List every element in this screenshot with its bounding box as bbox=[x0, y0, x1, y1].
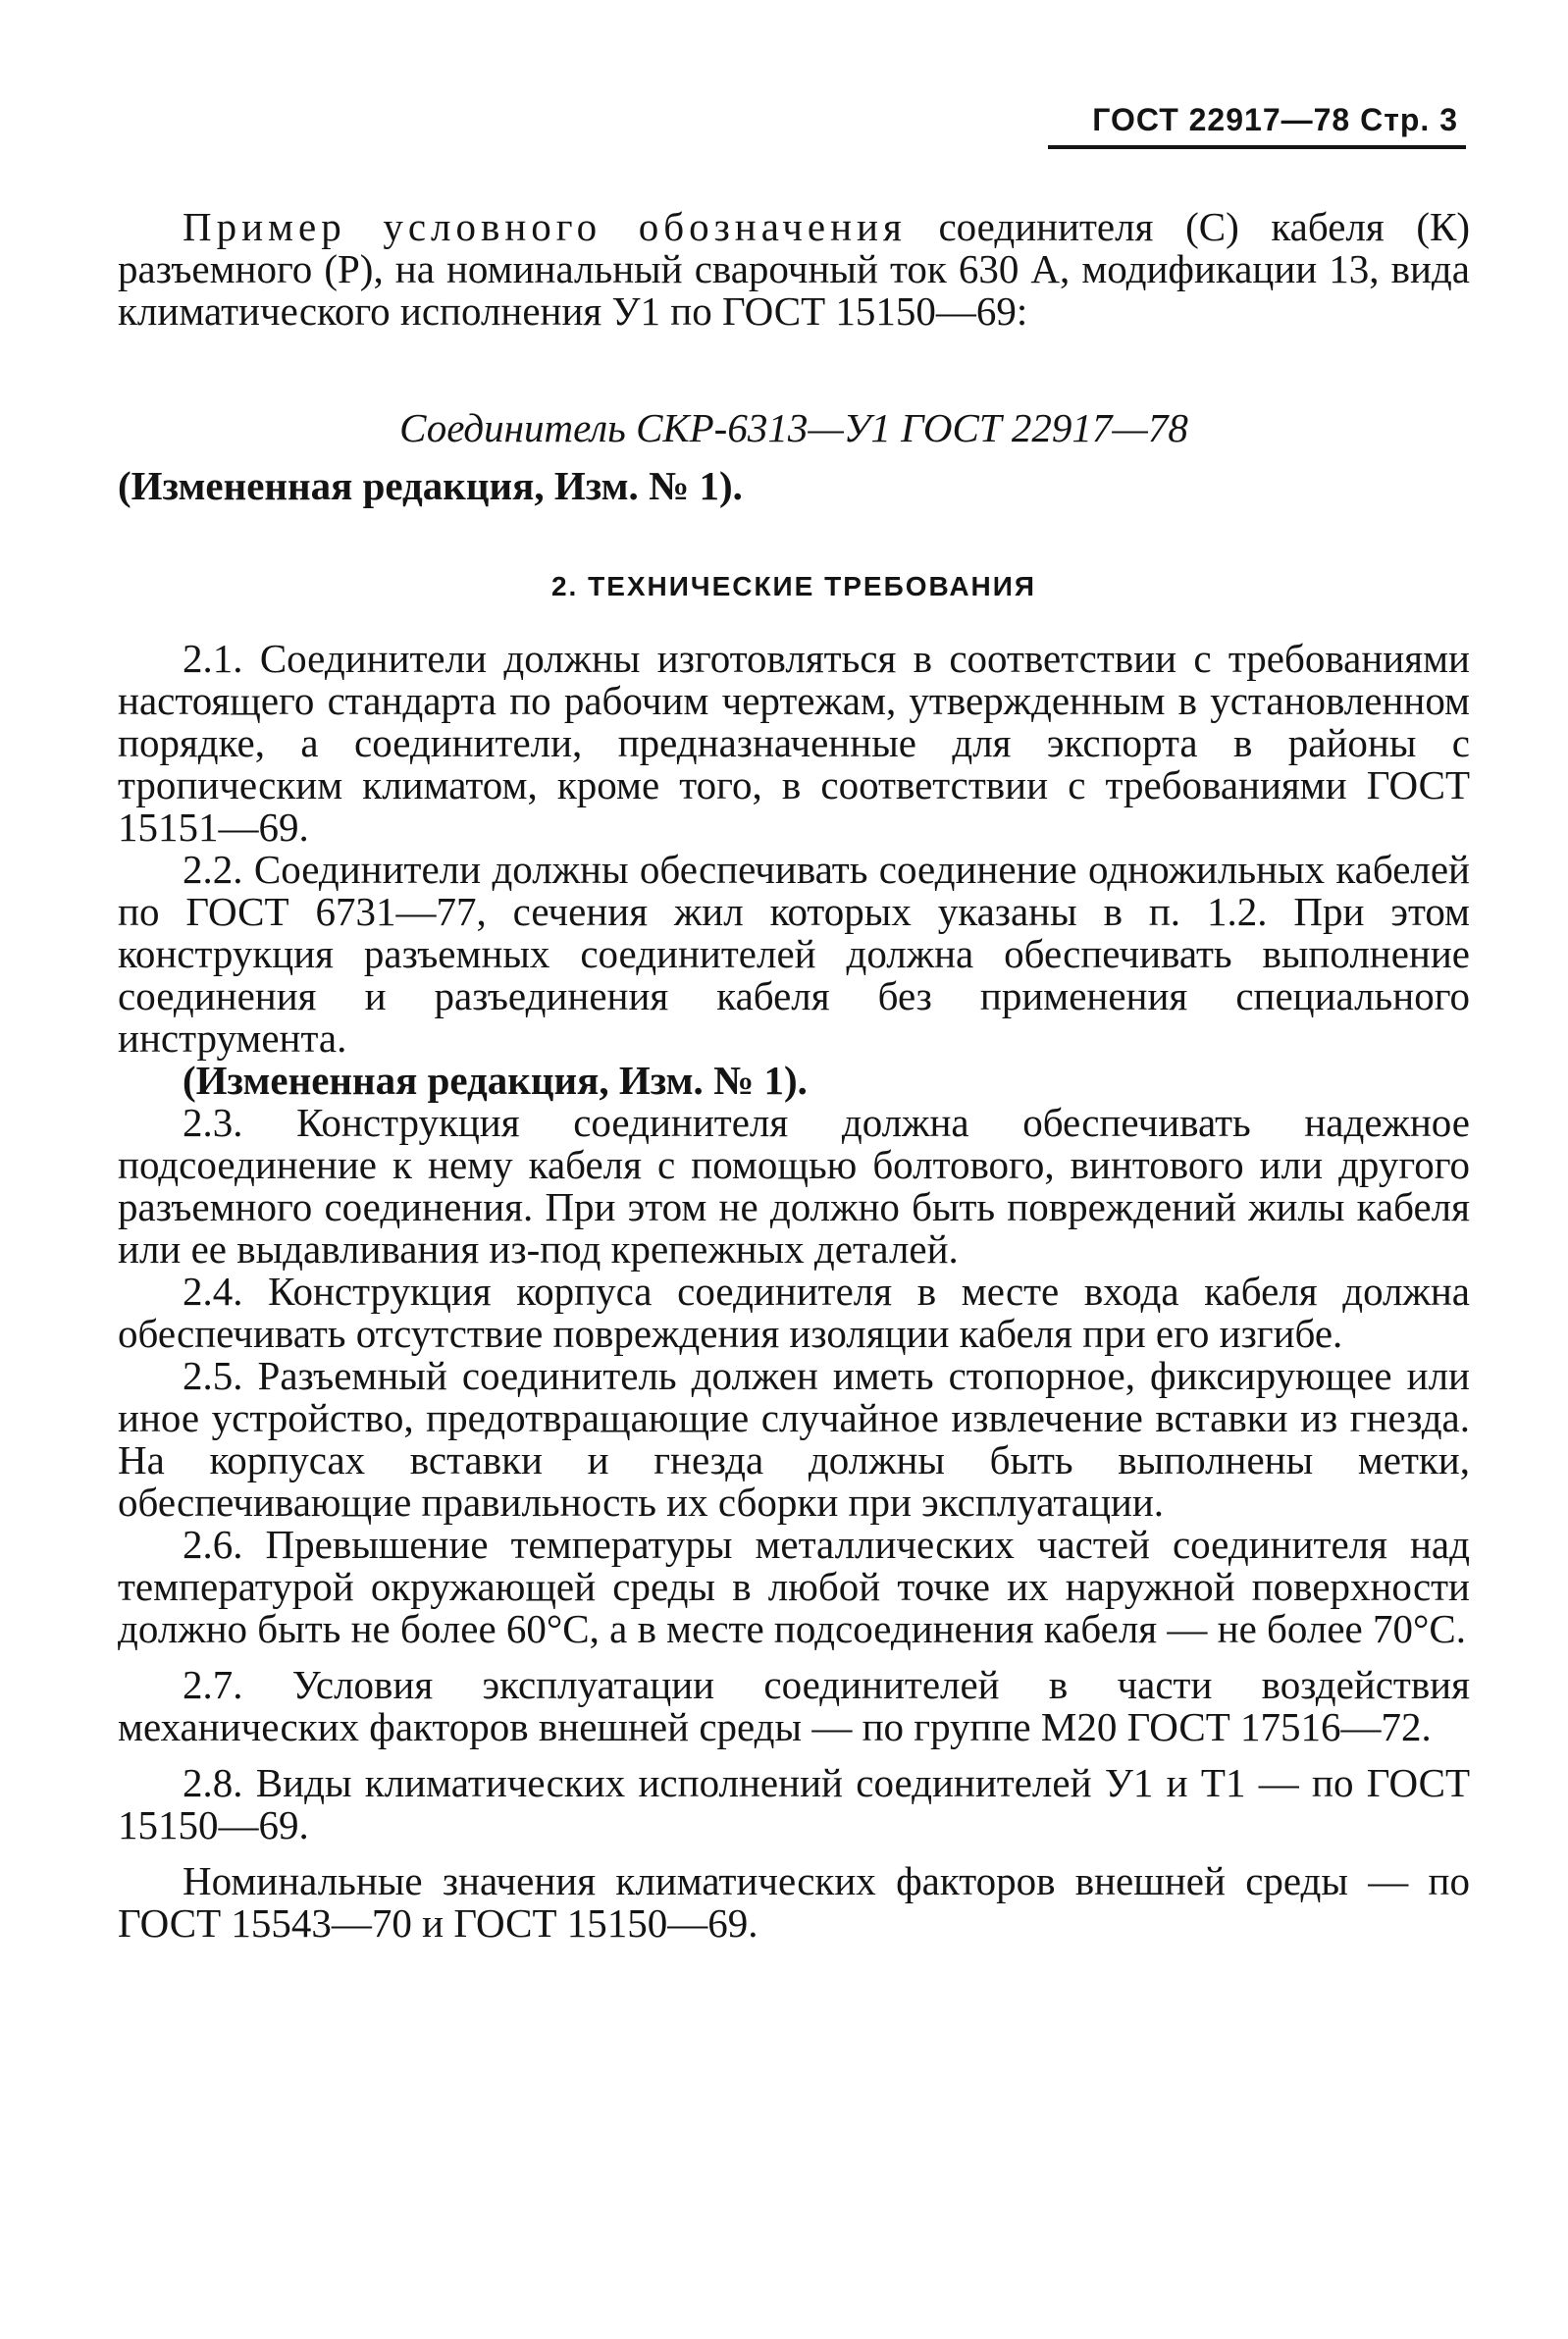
clause-2-3: 2.3. Конструкция соединителя должна обеспечивать надежное подсоединение к нему кабеля с помощью болтового, винтового или другого разъемного соединения. При этом не должно быть повреждений жилы кабеля или ее выдавливания из-под крепежных деталей. bbox=[118, 1100, 1470, 1272]
clause-2-7: 2.7. Условия эксплуатации соединителей в части воздействия механических факторов внешней среды — по группе М20 ГОСТ 17516—72. bbox=[118, 1662, 1470, 1749]
header-rule bbox=[1048, 145, 1466, 149]
section-title: 2. ТЕХНИЧЕСКИЕ ТРЕБОВАНИЯ bbox=[550, 571, 1037, 601]
example-change-note: (Измененная редакция, Изм. № 1). bbox=[118, 463, 743, 508]
example-designation: Соединитель СКР-6313—У1 ГОСТ 22917—78 bbox=[399, 405, 1188, 450]
clause-2-6: 2.6. Превышение температуры металлических частей соединителя над температурой окружающей среды в любой точке их наружной поверхности должно быть не более 60°С, а в месте подсоединения кабеля — не более 70°С. bbox=[118, 1522, 1470, 1651]
page-number: Стр. 3 bbox=[1360, 102, 1458, 137]
clause-2-8: 2.8. Виды климатических исполнений соединителей У1 и Т1 — по ГОСТ 15150—69. bbox=[118, 1760, 1470, 1847]
clause-2-5: 2.5. Разъемный соединитель должен иметь стопорное, фиксирующее или иное устройство, предотвращающие случайное извлечение вставки из гнезда. На корпусах вставки и гнезда должны быть выполнены метки, обеспечивающие правильность их сборки при эксплуатации. bbox=[118, 1353, 1470, 1525]
section-body bbox=[118, 638, 1470, 1945]
example-intro-spaced: Пример условного обозначения bbox=[183, 204, 907, 249]
clause-2-2: 2.2. Соединители должны обеспечивать соединение одножильных кабелей по ГОСТ 6731—77, сечения жил которых указаны в п. 1.2. При этом конструкция разъемных соединителей должна обеспечивать выполнение соединения и разъединения кабеля без применения специального инструмента. bbox=[118, 847, 1470, 1061]
clause-2-2-change-note: (Измененная редакция, Изм. № 1). bbox=[183, 1058, 808, 1103]
climate-factors-note: Номинальные значения климатических факторов внешней среды — по ГОСТ 15543—70 и ГОСТ 15150—69. bbox=[118, 1858, 1470, 1946]
example-change-note-block bbox=[118, 465, 1470, 507]
clause-2-4: 2.4. Конструкция корпуса соединителя в месте входа кабеля должна обеспечивать отсутствие повреждения изоляции кабеля при его изгибе. bbox=[118, 1269, 1470, 1356]
standard-number: ГОСТ 22917—78 bbox=[1092, 102, 1351, 137]
page-header bbox=[1092, 102, 1458, 138]
clause-2-1: 2.1. Соединители должны изготовляться в соответствии с требованиями настоящего стандарта по рабочим чертежам, утвержденным в установленном порядке, а соединители, предназначенные для экспорта в районы с тропическим климатом, кроме того, в соответствии с требованиями ГОСТ 15151—69. bbox=[118, 636, 1470, 850]
example-paragraph bbox=[118, 206, 1470, 333]
example-intro-text: соединителя (С) кабеля (К) разъемного (Р), на номинальный сварочный ток 630 А, модификации 13, вида климатического исполнения У1 по ГОСТ 15150—69: bbox=[118, 204, 1470, 334]
